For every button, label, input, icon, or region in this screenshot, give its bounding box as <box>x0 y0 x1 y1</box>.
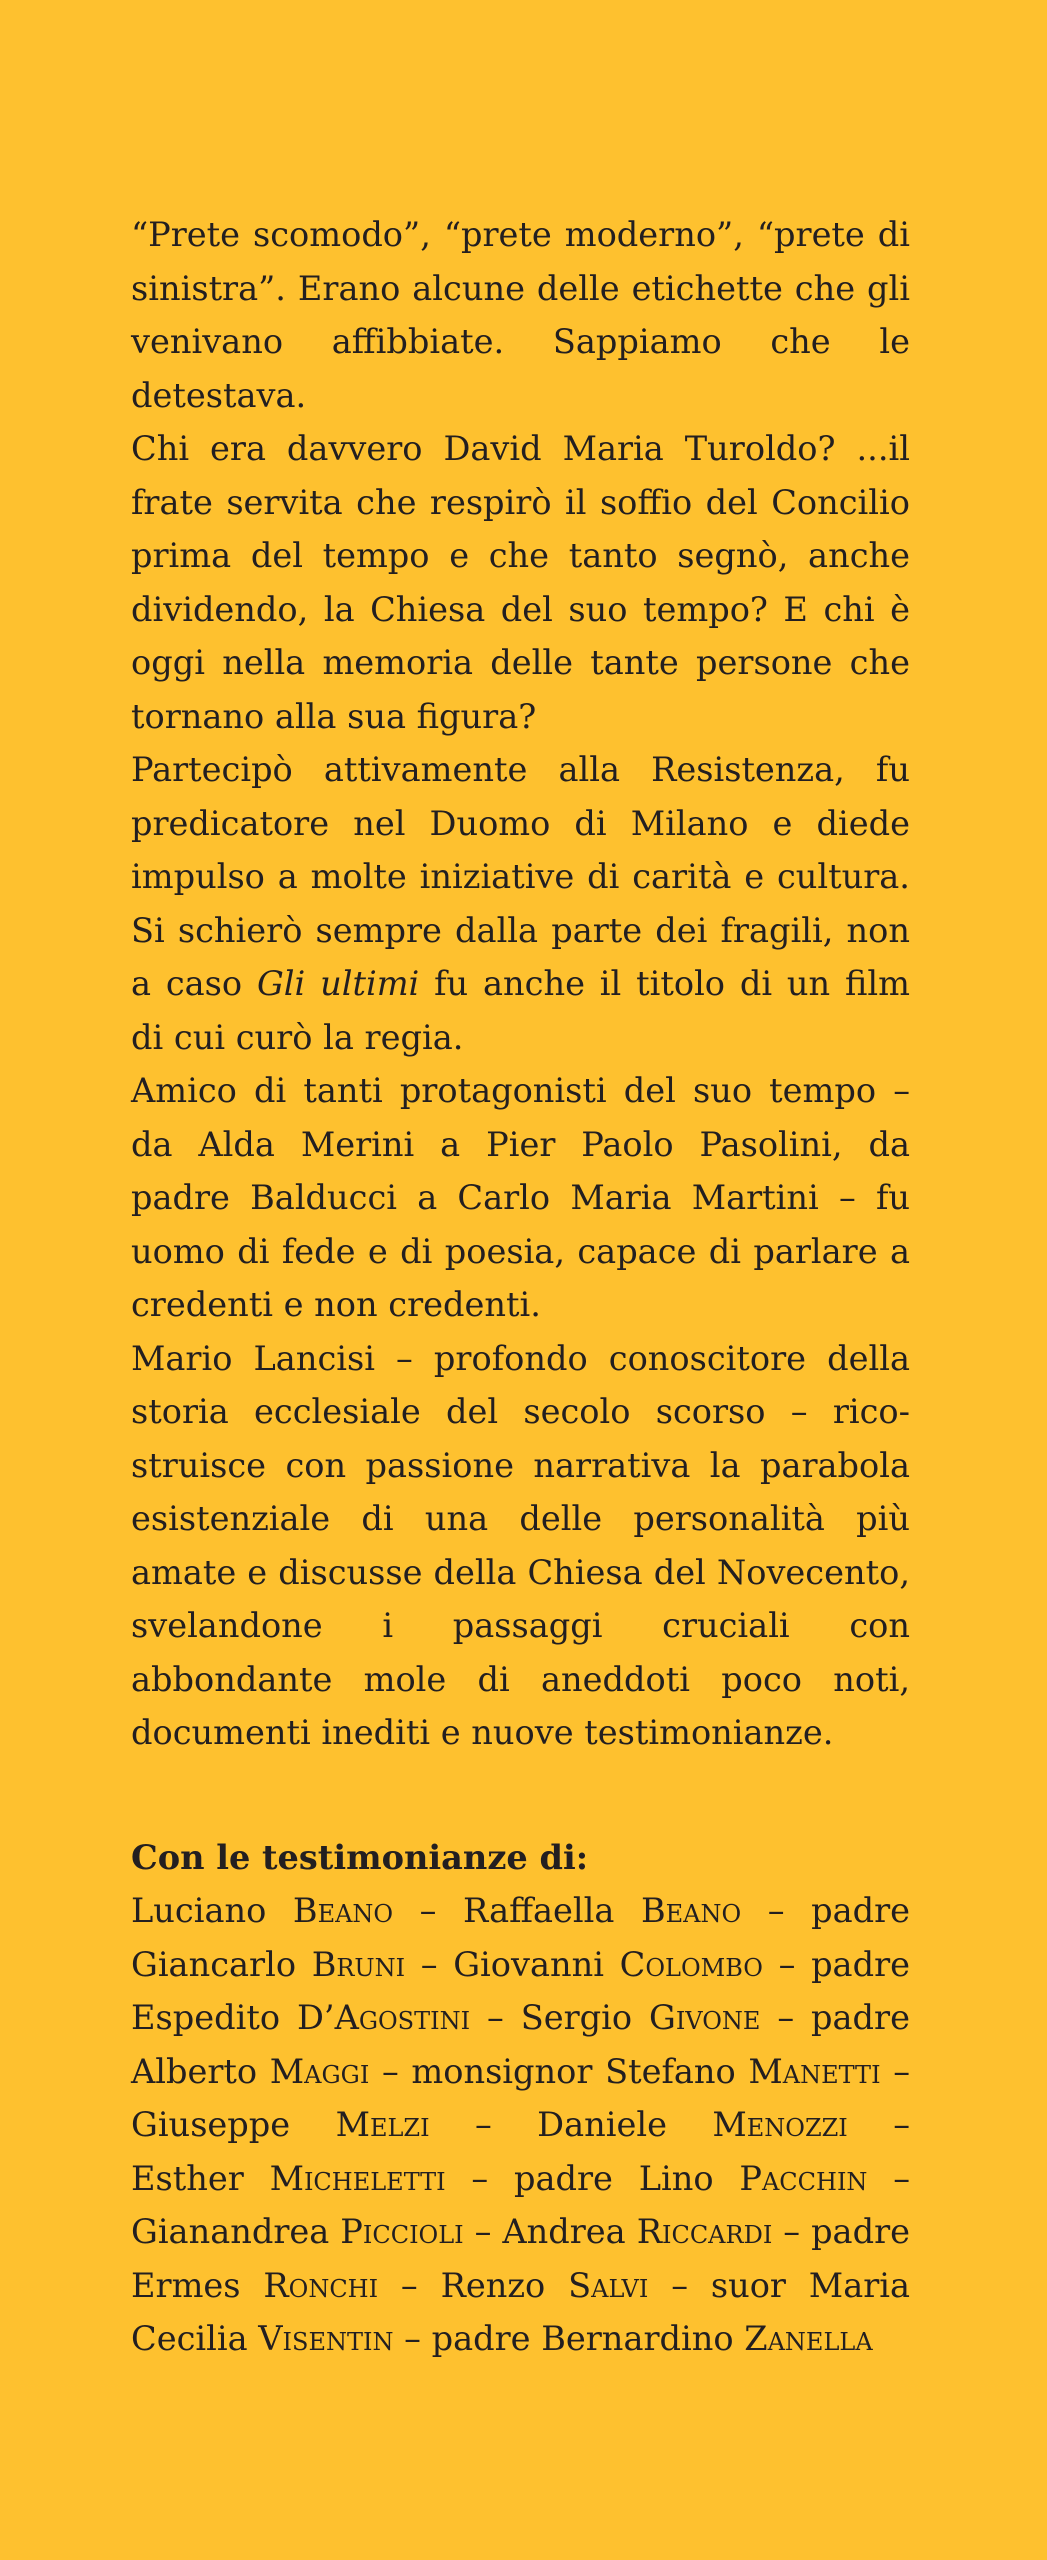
testimony-person <box>463 1891 741 1930</box>
testimonies-heading: Con le testimonianze di: <box>131 1836 589 1877</box>
name-separator: – <box>470 1998 521 2037</box>
person-first-name: Daniele <box>537 2105 713 2144</box>
person-surname: Menozzi <box>712 2105 848 2144</box>
person-surname: Bruni <box>311 1944 406 1984</box>
person-surname: Colombo <box>619 1944 763 1984</box>
name-separator: – <box>445 2158 514 2198</box>
person-first-name: padre Bernardino <box>431 2319 745 2358</box>
name-separator: – <box>378 2265 441 2305</box>
testimony-person <box>411 2052 880 2091</box>
person-first-name: Andrea <box>502 2212 637 2251</box>
paragraph-text: Mario Lancisi – profondo conoscitore della storia ecclesiale del secolo scorso – ricostruisce con passione narrativa la parabola esistenziale di una delle personalità più amate e discusse della Chiesa del Novecento, svelandone i passaggi cruciali con abbondante mole di aneddoti poco noti, documenti inediti e nuove testimonianze. <box>131 1338 910 1752</box>
person-surname: Ronchi <box>263 2265 379 2305</box>
person-first-name: Gianandrea <box>131 2212 341 2251</box>
testimony-person <box>537 2105 848 2144</box>
paragraph-3 <box>131 743 910 1064</box>
name-separator: – <box>429 2105 538 2144</box>
person-first-name: Luciano <box>131 1891 293 1930</box>
person-first-name: Giovanni <box>453 1944 620 1984</box>
testimony-person <box>441 2266 649 2305</box>
paragraph-text: Chi era davvero David Maria Turoldo? ...il frate servita che respirò il soffio del Concilio prima del tempo e che tanto segnò, anche dividendo, la Chiesa del suo tempo? E chi è oggi nella memoria delle tante persone che tornano alla sua figura? <box>131 429 910 736</box>
name-separator: – <box>369 2051 412 2091</box>
name-separator: – <box>772 2212 812 2251</box>
person-surname: Zanella <box>744 2319 873 2358</box>
name-separator: – <box>648 2265 711 2305</box>
testimony-person <box>453 1945 763 1984</box>
name-separator: – <box>867 2158 910 2198</box>
paragraph-text: “Prete scomodo”, “prete moderno”, “prete di sinistra”. Erano alcune delle etichette che gli venivano affibbiate. Sappiamo che le detestava. <box>131 215 910 415</box>
name-separator: – <box>880 2051 910 2091</box>
testimony-person <box>131 2105 430 2144</box>
paragraph-5 <box>131 1332 910 1760</box>
paragraph-text: fu anche il titolo di un film di cui curò la regia. <box>131 964 910 1057</box>
name-separator: – <box>741 1891 812 1930</box>
person-surname: Maggi <box>269 2051 370 2091</box>
person-first-name: padre Lino <box>513 2158 740 2198</box>
paragraph-2 <box>131 422 910 743</box>
person-first-name: padre Espedito <box>131 1944 910 2037</box>
person-first-name: suor Maria Cecilia <box>131 2265 911 2358</box>
testimony-person <box>521 1998 761 2037</box>
person-first-name: Giuseppe <box>131 2105 336 2144</box>
name-separator: – <box>847 2105 910 2144</box>
person-first-name: Renzo <box>440 2265 569 2305</box>
film-title: Gli ultimi <box>256 964 420 1003</box>
person-surname: Melzi <box>335 2105 430 2144</box>
name-separator: – <box>393 2319 432 2358</box>
person-surname: D’Agostini <box>296 1998 471 2037</box>
person-first-name: monsignor Stefano <box>411 2051 749 2091</box>
name-separator: – <box>405 1944 454 1984</box>
person-surname: Beano <box>292 1891 394 1930</box>
person-first-name: Raffaella <box>463 1891 641 1930</box>
person-surname: Manetti <box>748 2051 881 2091</box>
person-surname: Riccardi <box>636 2212 773 2251</box>
person-first-name: padre Ermes <box>131 2212 910 2305</box>
testimony-person <box>514 2159 867 2198</box>
name-separator: – <box>762 1944 812 1984</box>
person-surname: Beano <box>640 1891 742 1930</box>
person-surname: Visentin <box>258 2319 394 2358</box>
person-surname: Pacchin <box>739 2158 868 2198</box>
person-surname: Salvi <box>568 2265 649 2305</box>
testimony-person <box>131 2212 464 2251</box>
name-separator: – <box>463 2212 503 2251</box>
testimonies-list <box>131 1884 910 2366</box>
paragraph-text: Partecipò attivamente alla Resistenza, fu predicatore nel Duomo di Milano e diede impulso a molte iniziative di carità e cultura. Si schierò sempre dalla parte dei fragili, non a caso <box>131 750 910 1003</box>
name-separator: – <box>760 1998 812 2037</box>
person-surname: Givone <box>649 1998 761 2037</box>
name-separator: – <box>393 1891 464 1930</box>
person-first-name: Sergio <box>520 1998 649 2037</box>
person-first-name: padre Giancarlo <box>131 1891 911 1984</box>
paragraph-1 <box>131 208 910 422</box>
testimony-person <box>131 2159 446 2198</box>
paragraph-text: Amico di tanti protagonisti del suo tempo – da Alda Merini a Pier Paolo Pasolini, da padre Balducci a Carlo Maria Martini – fu uomo di fede e di poesia, capace di parlare a credenti e non credenti. <box>131 1071 910 1324</box>
paragraph-4 <box>131 1064 910 1332</box>
blurb <box>131 208 910 1760</box>
testimony-person <box>502 2212 772 2251</box>
person-surname: Piccioli <box>340 2212 464 2251</box>
person-first-name: Esther <box>131 2158 270 2198</box>
person-first-name: padre Alberto <box>131 1998 910 2091</box>
person-surname: Micheletti <box>269 2158 446 2198</box>
testimony-person <box>131 1891 393 1930</box>
testimony-person <box>432 2319 873 2358</box>
